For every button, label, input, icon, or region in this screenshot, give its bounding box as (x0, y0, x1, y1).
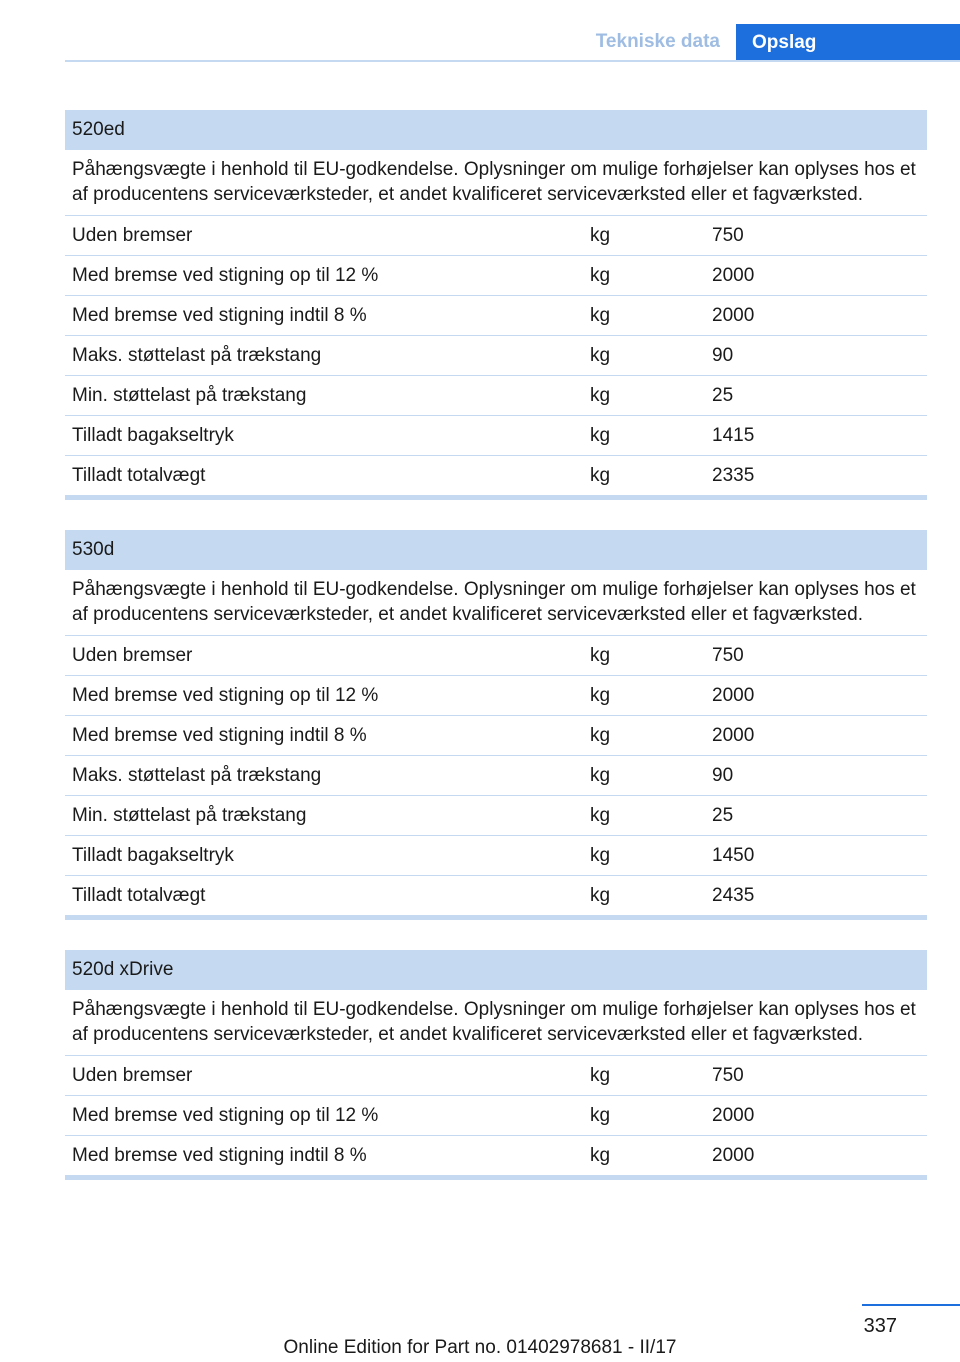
row-unit: kg (590, 225, 611, 246)
row-unit: kg (590, 765, 611, 786)
section-title: 520d xDrive (65, 950, 927, 990)
row-value: 2435 (712, 885, 755, 906)
row-value: 90 (712, 765, 734, 786)
row-value: 2000 (712, 1105, 755, 1126)
table-row (65, 376, 927, 416)
row-unit: kg (590, 885, 611, 906)
row-label: Med bremse ved stigning indtil 8 % (72, 1145, 367, 1166)
row-label: Med bremse ved stigning indtil 8 % (72, 305, 367, 326)
row-unit: kg (590, 725, 611, 746)
header-tab-opslag[interactable]: Opslag (736, 24, 960, 62)
row-label: Uden bremser (72, 1065, 193, 1086)
row-value: 2335 (712, 465, 755, 486)
row-value: 2000 (712, 265, 755, 286)
table-row (65, 636, 927, 676)
row-unit: kg (590, 645, 611, 666)
row-value: 2000 (712, 725, 755, 746)
section-title: 520ed (65, 110, 927, 150)
table-row (65, 1096, 927, 1136)
section-end-rule (65, 916, 927, 920)
row-label: Tilladt bagakseltryk (72, 845, 234, 866)
row-unit: kg (590, 805, 611, 826)
row-label: Uden bremser (72, 225, 193, 246)
row-value: 2000 (712, 685, 755, 706)
table-row (65, 796, 927, 836)
section-end-rule (65, 1176, 927, 1180)
table-row (65, 336, 927, 376)
row-value: 25 (712, 805, 734, 826)
table-row (65, 716, 927, 756)
row-value: 2000 (712, 1145, 755, 1166)
row-value: 1415 (712, 425, 755, 446)
row-value: 90 (712, 345, 734, 366)
row-unit: kg (590, 1145, 611, 1166)
section-title: 530d (65, 530, 927, 570)
row-value: 25 (712, 385, 734, 406)
row-value: 750 (712, 645, 744, 666)
row-label: Maks. støttelast på trækstang (72, 345, 322, 366)
spec-section (65, 950, 927, 1180)
page-number-rule (862, 1304, 960, 1306)
row-unit: kg (590, 425, 611, 446)
row-label: Med bremse ved stigning indtil 8 % (72, 725, 367, 746)
table-row (65, 416, 927, 456)
table-row (65, 836, 927, 876)
header-rule (65, 60, 960, 62)
spec-section (65, 530, 927, 920)
row-unit: kg (590, 265, 611, 286)
section-description: Påhængsvægte i henhold til EU-godkendelse. Oplysninger om mulige forhøjelser kan oplyses hos et af producentens serviceværksteder, et andet kvalificeret serviceværksted eller et fagværksted. (65, 570, 927, 636)
row-value: 1450 (712, 845, 755, 866)
section-description: Påhængsvægte i henhold til EU-godkendelse. Oplysninger om mulige forhøjelser kan oplyses hos et af producentens serviceværksteder, et andet kvalificeret serviceværksted eller et fagværksted. (65, 990, 927, 1056)
table-row (65, 1056, 927, 1096)
table-row (65, 216, 927, 256)
section-end-rule (65, 496, 927, 500)
row-label: Med bremse ved stigning op til 12 % (72, 1105, 379, 1126)
table-row (65, 1136, 927, 1176)
row-label: Min. støttelast på trækstang (72, 805, 307, 826)
row-unit: kg (590, 1065, 611, 1086)
table-row (65, 756, 927, 796)
row-unit: kg (590, 385, 611, 406)
row-value: 2000 (712, 305, 755, 326)
row-value: 750 (712, 1065, 744, 1086)
row-unit: kg (590, 1105, 611, 1126)
row-label: Uden bremser (72, 645, 193, 666)
row-label: Med bremse ved stigning op til 12 % (72, 265, 379, 286)
row-unit: kg (590, 685, 611, 706)
row-unit: kg (590, 305, 611, 326)
spec-tables (65, 110, 927, 1210)
table-row (65, 876, 927, 916)
section-description: Påhængsvægte i henhold til EU-godkendelse. Oplysninger om mulige forhøjelser kan oplyses hos et af producentens serviceværksteder, et andet kvalificeret serviceværksted eller et fagværksted. (65, 150, 927, 216)
table-row (65, 256, 927, 296)
row-label: Med bremse ved stigning op til 12 % (72, 685, 379, 706)
row-unit: kg (590, 345, 611, 366)
table-row (65, 296, 927, 336)
table-row (65, 456, 927, 496)
row-label: Min. støttelast på trækstang (72, 385, 307, 406)
page-header (65, 24, 960, 62)
footer-edition: Online Edition for Part no. 01402978681 - II/17 (283, 1337, 677, 1358)
page-number: 337 (863, 1315, 897, 1337)
row-label: Tilladt totalvægt (72, 885, 206, 906)
row-label: Maks. støttelast på trækstang (72, 765, 322, 786)
row-value: 750 (712, 225, 744, 246)
header-tab-tekniske-data[interactable]: Tekniske data (595, 31, 720, 52)
row-label: Tilladt bagakseltryk (72, 425, 234, 446)
row-label: Tilladt totalvægt (72, 465, 206, 486)
row-unit: kg (590, 465, 611, 486)
table-row (65, 676, 927, 716)
spec-section (65, 110, 927, 500)
row-unit: kg (590, 845, 611, 866)
